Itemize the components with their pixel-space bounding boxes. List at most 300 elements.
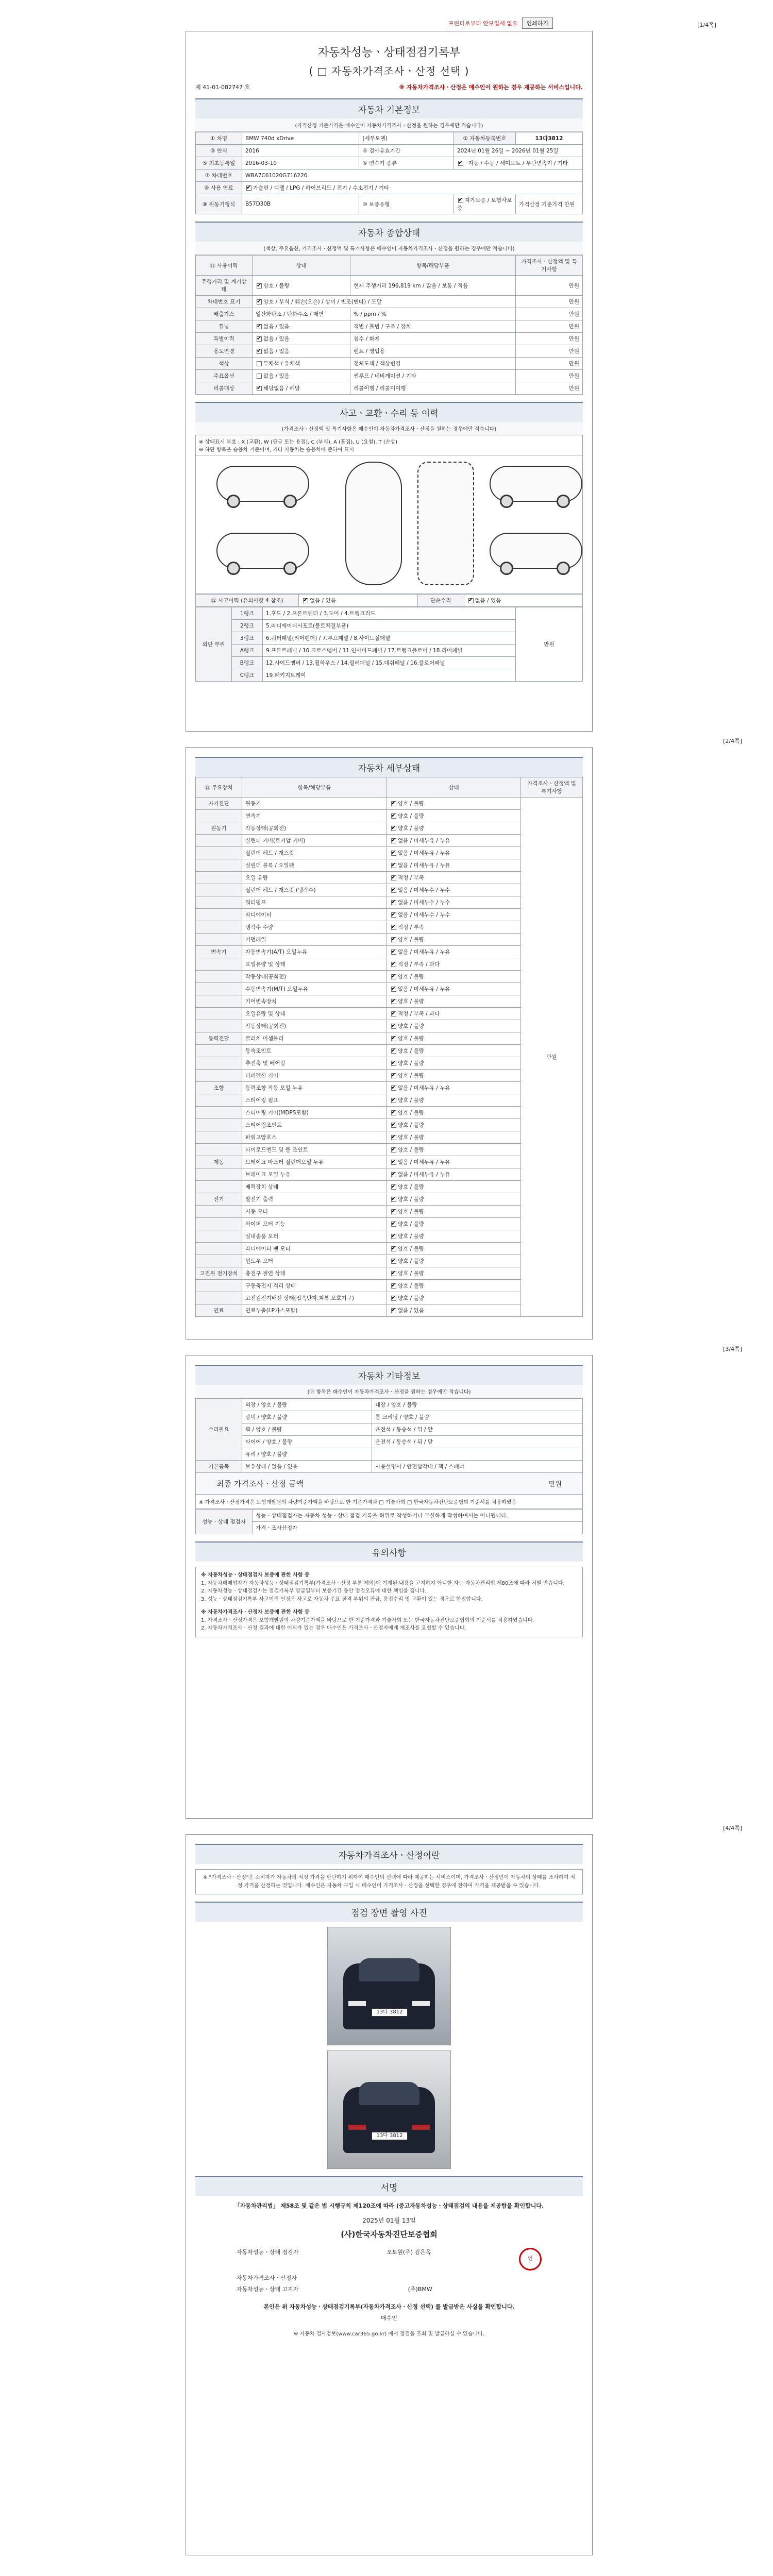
section-title: 사고ㆍ교환ㆍ수리 등 이력 xyxy=(195,402,583,422)
final-price-row xyxy=(195,1473,583,1495)
value-cell: 가격산정 기준가격 만원 xyxy=(516,194,583,214)
table-row xyxy=(196,1461,583,1473)
checkbox-checked xyxy=(391,1234,396,1239)
row-price: 만원 xyxy=(516,382,583,395)
row-price: 만원 xyxy=(516,345,583,358)
state-text: 없음 / 있음 xyxy=(263,324,290,330)
row-group xyxy=(196,884,242,896)
state-text: 없음 / 미세누유 / 누유 xyxy=(398,1172,450,1178)
row-group: 기본품목 xyxy=(196,1461,242,1473)
section-note: (가격조사ㆍ산정액 및 특기사항은 매수인이 자동차가격조사ㆍ산정을 원하는 경우에만 적습니다) xyxy=(195,422,583,435)
state-text: 양호 / 불량 xyxy=(263,282,290,289)
sign-block xyxy=(237,2248,542,2293)
checkbox-checked xyxy=(391,937,396,942)
column-header: 항목/해당부품 xyxy=(242,777,387,798)
row-detail: 전체도색 / 색상변경 xyxy=(350,358,516,370)
final-price-unit: 만원 xyxy=(548,1481,562,1488)
checkbox-checked xyxy=(391,999,396,1004)
checkbox-checked xyxy=(458,161,463,166)
checkbox-checked xyxy=(391,950,396,955)
print-button[interactable]: 인쇄하기 xyxy=(522,18,553,29)
row-state xyxy=(387,983,521,995)
transmission-options xyxy=(454,157,583,170)
state-text: 양호 / 불량 xyxy=(398,1073,424,1079)
checkbox-checked xyxy=(246,185,251,191)
row-item: 기어변속장치 xyxy=(242,995,387,1008)
table-row xyxy=(196,1436,583,1448)
document-number: 제 41-01-082747 호 xyxy=(195,84,250,91)
etc-table xyxy=(195,1398,583,1473)
intro-section xyxy=(195,1844,583,1894)
row-group xyxy=(196,1292,242,1304)
value-cell: ④ 검사유효기간 xyxy=(359,145,454,157)
table-row xyxy=(196,1448,583,1461)
wheel-icon xyxy=(557,495,570,508)
caution-paragraph: 3. 성능ㆍ상태점검기록부 사고이력 인정은 사고로 자동차 주요 골격 부위의 판금, 용접수리 및 교환이 있는 경우로 한정합니다. xyxy=(201,1596,483,1602)
table-row xyxy=(196,170,583,182)
row-group xyxy=(196,859,242,872)
row-group xyxy=(196,934,242,946)
car-diagram xyxy=(195,455,583,594)
checkbox-checked xyxy=(391,925,396,930)
section-title: 자동차 종합상태 xyxy=(195,222,583,242)
value-cell: BMW 740d xDrive xyxy=(242,132,359,145)
row-label: 용도변경 xyxy=(196,345,253,358)
table-row xyxy=(196,798,583,810)
row-detail: % / ppm / % xyxy=(350,308,516,320)
row-state xyxy=(387,909,521,921)
top-toolbar xyxy=(448,15,603,31)
row-b: 운전석 / 동승석 / 뒤 / 앞 xyxy=(372,1423,583,1436)
row-group xyxy=(196,1218,242,1230)
table-row xyxy=(196,308,583,320)
checkbox-checked xyxy=(391,1024,396,1029)
row-group xyxy=(196,1168,242,1181)
rank-price: 만원 xyxy=(516,607,583,682)
state-text: 양호 / 불량 xyxy=(398,1270,424,1277)
value-cell: (세부모델) xyxy=(359,132,454,145)
row-state xyxy=(387,1094,521,1107)
row-group xyxy=(196,1020,242,1032)
row-group xyxy=(196,1107,242,1119)
accident-table xyxy=(195,594,583,607)
checkbox-checked xyxy=(391,1011,396,1016)
row-group: 제동 xyxy=(196,1156,242,1168)
checkbox-checked xyxy=(391,1184,396,1190)
state-text: 없음 / 있음 xyxy=(475,598,501,604)
confirm-text: 본인은 위 자동차성능ㆍ상태점검기록부(자동차가격조사ㆍ산정 선택) 를 발급받은 사실을 확인합니다. xyxy=(263,2303,515,2310)
row-group xyxy=(196,896,242,909)
sign-name: (주)BMW xyxy=(408,2286,432,2293)
table-header-row xyxy=(196,256,583,276)
row-label: 단순수리 xyxy=(417,595,464,607)
row-state xyxy=(387,1267,521,1280)
fuel-label: 가솔린 / 디젤 / LPG / 하이브리드 / 전기 / 수소전기 / 기타 xyxy=(253,185,390,191)
state-text: 적정 / 부족 / 과다 xyxy=(398,1011,440,1017)
row-state xyxy=(387,1032,521,1045)
table-row xyxy=(196,320,583,333)
row-item: 오일유량 및 상태 xyxy=(242,958,387,971)
general-status-section xyxy=(195,222,583,395)
sign-row xyxy=(237,2248,542,2270)
row-a: 휠 / 양호 / 불량 xyxy=(242,1423,372,1436)
row-b: 운전석 / 동승석 / 뒤 / 앞 xyxy=(372,1436,583,1448)
row-item: 수동변속기(M/T) 오일누유 xyxy=(242,983,387,995)
checkbox-checked xyxy=(391,1123,396,1128)
table-row xyxy=(196,194,583,214)
row-item: 파워고압호스 xyxy=(242,1131,387,1144)
row-price: 만원 xyxy=(516,370,583,382)
row-label: 차대번호 표기 xyxy=(196,296,253,308)
wheel-icon xyxy=(500,495,513,508)
state-text: 양호 / 불량 xyxy=(398,801,424,807)
value-cell: 2024년 01월 26일 ~ 2026년 01월 25일 xyxy=(454,145,583,157)
table-row xyxy=(196,1522,583,1534)
wheel-icon xyxy=(283,495,297,508)
checkbox-checked xyxy=(391,1271,396,1276)
row-group xyxy=(196,971,242,983)
state-text: 양호 / 불량 xyxy=(398,1134,424,1141)
checkbox-checked xyxy=(391,974,396,979)
state-text: 적정 / 부족 xyxy=(398,875,424,881)
row-price: 만원 xyxy=(516,296,583,308)
row-item: 작동상태(공회전) xyxy=(242,822,387,835)
fuel-options xyxy=(242,182,583,194)
state-text: 없음 / 미세누수 / 누수 xyxy=(398,912,450,918)
row-detail: 렌트 / 영업용 xyxy=(350,345,516,358)
rank-parts: 6.쿼터패널(리어펜더) / 7.루프패널 / 8.사이드실패널 xyxy=(263,632,516,645)
page-number-1: [1/4쪽] xyxy=(697,22,716,28)
table-row xyxy=(196,358,583,370)
row-detail: 침수 / 화재 xyxy=(350,333,516,345)
row-state xyxy=(387,958,521,971)
state-text: 양호 / 불량 xyxy=(398,1147,424,1153)
photos-section xyxy=(195,1902,583,2169)
state-text: 양호 / 불량 xyxy=(398,1258,424,1264)
caution-heading: ※ 자동차성능ㆍ상태점검자 보증에 관한 사항 등 xyxy=(201,1572,310,1578)
license-plate: 13다 3812 xyxy=(372,2008,408,2016)
row-item: 실린더 커버(로커암 커버) xyxy=(242,835,387,847)
row-state xyxy=(387,1107,521,1119)
row-price: 만원 xyxy=(516,333,583,345)
checkbox-checked xyxy=(257,349,262,354)
value-cell: ⑥ 변속기 종류 xyxy=(359,157,454,170)
row-item: 와이퍼 모터 기능 xyxy=(242,1218,387,1230)
intro-text: ※ "가격조사ㆍ산정"은 소비자가 자동차의 적정 가격을 판단하기 위하여 매수인의 선택에 따라 제공하는 서비스이며, 가격조사ㆍ산정인이 자동차의 상태를 조사하여 적정 가격을 산정하는 것입니다. 매수인은 자동차 구입 시 매수인이 가격조사ㆍ산정을 선택한 경우에 한하여 가격을 제공받을 수 있습니다. xyxy=(195,1869,583,1894)
row-group xyxy=(196,1119,242,1131)
checkbox-checked xyxy=(391,1209,396,1214)
row-b: 내장 / 양호 / 불량 xyxy=(372,1399,583,1411)
row-state xyxy=(253,320,350,333)
wheel-icon xyxy=(283,562,297,575)
row-item: 충전구 절연 상태 xyxy=(242,1267,387,1280)
checkbox-checked xyxy=(257,336,262,342)
row-state xyxy=(387,798,521,810)
row-price: 만원 xyxy=(516,276,583,296)
row-item: 라디에이터 xyxy=(242,909,387,921)
row-label: 배출가스 xyxy=(196,308,253,320)
row-item: 원동기 xyxy=(242,798,387,810)
car-frame-view xyxy=(417,462,474,585)
row-state xyxy=(387,1181,521,1193)
page-number-3: [3/4쪽] xyxy=(723,1346,742,1352)
checkbox-checked xyxy=(391,1197,396,1202)
row-item: 발전기 출력 xyxy=(242,1193,387,1206)
row-state xyxy=(387,1131,521,1144)
state-text: 없음 / 있음 xyxy=(263,336,290,342)
row-item: 고전원전기배선 상태(접속단자,피복,보호기구) xyxy=(242,1292,387,1304)
checkbox-checked xyxy=(458,198,463,203)
sign-date: 2025년 01월 13일 xyxy=(362,2217,416,2224)
state-text: 없음 / 미세누유 / 누유 xyxy=(398,838,450,844)
checkbox-checked xyxy=(391,1308,396,1313)
basic-info-table xyxy=(195,132,583,214)
row-item: 스티어링 펌프 xyxy=(242,1094,387,1107)
row-state xyxy=(387,835,521,847)
page-2 xyxy=(186,747,593,1340)
basic-info-section xyxy=(195,98,583,214)
sign-role: 자동차성능ㆍ상태 고지자 xyxy=(237,2286,299,2293)
document-number-line xyxy=(195,83,583,91)
row-group xyxy=(196,1280,242,1292)
state-text: 양호 / 불량 xyxy=(398,1048,424,1054)
detail-section xyxy=(195,757,583,1317)
row-state xyxy=(387,822,521,835)
row-state xyxy=(387,1082,521,1094)
row-item: 동력조향 작동 오일 누유 xyxy=(242,1082,387,1094)
car-top-view xyxy=(345,462,402,585)
row-item: 오일유량 및 상태 xyxy=(242,1008,387,1020)
rank-table xyxy=(195,607,583,682)
row-label: ⑫ 사고이력 (유의사항 4 참조) xyxy=(196,595,299,607)
row-group xyxy=(196,1008,242,1020)
table-row xyxy=(196,382,583,395)
state-text: 양호 / 불량 xyxy=(398,1246,424,1252)
row-state xyxy=(253,370,350,382)
row-item: 커먼레일 xyxy=(242,934,387,946)
label-cell: ⑤ 최초등록일 xyxy=(196,157,242,170)
table-row xyxy=(196,1399,583,1411)
checkbox-checked xyxy=(391,962,396,967)
state-text: 양호 / 불량 xyxy=(398,1036,424,1042)
row-group: 외판 부위 xyxy=(196,607,232,682)
row-item: 스티어링 기어(MDPS포함) xyxy=(242,1107,387,1119)
printer-warning: 프린터로부터 안보입세 없요 xyxy=(448,20,518,27)
row-group: 원동기 xyxy=(196,822,242,835)
state-text: 양호 / 불량 xyxy=(398,1295,424,1301)
row-item: 스티어링조인트 xyxy=(242,1119,387,1131)
row-label: 특별이력 xyxy=(196,333,253,345)
table-row xyxy=(196,607,583,620)
row-item: 실린더 헤드 / 개스킷 (냉각수) xyxy=(242,884,387,896)
column-header: 가격조사ㆍ산정액 및 특기사항 xyxy=(516,256,583,276)
checkbox xyxy=(257,374,262,379)
row-group: 조향 xyxy=(196,1082,242,1094)
section-title: 점검 장면 촬영 사진 xyxy=(195,1902,583,1922)
row-item: 라디에이터 팬 모터 xyxy=(242,1243,387,1255)
row-label: 리콜대상 xyxy=(196,382,253,395)
row-group: 전기 xyxy=(196,1193,242,1206)
row-state xyxy=(387,884,521,896)
warranty-label: 자가보증 / 보험사보증 xyxy=(457,197,512,211)
table-row xyxy=(196,345,583,358)
transmission-label: 자동 / 수동 / 세미오토 / 무단변속기 / 기타 xyxy=(468,160,568,166)
label-cell: ⑧ 사용 연료 xyxy=(196,182,242,194)
section-title: 유의사항 xyxy=(195,1541,583,1562)
row-group xyxy=(196,921,242,934)
page-number-4: [4/4쪽] xyxy=(723,1825,742,1832)
row-label: 튜닝 xyxy=(196,320,253,333)
row-item: 실린더 블록 / 오일팬 xyxy=(242,859,387,872)
row-item: 시동 모터 xyxy=(242,1206,387,1218)
row-state xyxy=(387,810,521,822)
row-label: 색상 xyxy=(196,358,253,370)
checkbox-checked xyxy=(391,1098,396,1103)
table-row xyxy=(196,157,583,170)
row-group: 고전원 전기장치 xyxy=(196,1267,242,1280)
row-group xyxy=(196,1181,242,1193)
document-subtitle: ( □ 자동차가격조사ㆍ산정 선택 ) xyxy=(309,65,469,77)
state-text: 양호 / 불량 xyxy=(398,1209,424,1215)
section-title: 자동차 기타정보 xyxy=(195,1365,583,1385)
row-group xyxy=(196,1131,242,1144)
row-state xyxy=(387,859,521,872)
row-detail: 썬루프 / 네비게이션 / 기타 xyxy=(350,370,516,382)
row-state xyxy=(387,1304,521,1317)
row-state xyxy=(387,1292,521,1304)
rank-label: 3랭크 xyxy=(232,632,263,645)
row-group xyxy=(196,958,242,971)
column-header: 항목/해당부품 xyxy=(350,256,516,276)
state-text: 양호 / 불량 xyxy=(398,1184,424,1190)
row-group xyxy=(196,1057,242,1070)
value-cell: 2016-03-10 xyxy=(242,157,359,170)
row-state xyxy=(387,1144,521,1156)
row-group xyxy=(196,1206,242,1218)
table-row xyxy=(196,1423,583,1436)
state-text: 없음 / 미세누유 / 누유 xyxy=(398,949,450,955)
state-text: 양호 / 불량 xyxy=(398,1233,424,1240)
row-item: 연료누출(LP가스포함) xyxy=(242,1304,387,1317)
page-3 xyxy=(186,1355,593,1819)
row-state xyxy=(387,1070,521,1082)
row-item: 워터펌프 xyxy=(242,896,387,909)
state-text: 없음 / 미세누유 / 누유 xyxy=(398,850,450,856)
row-item: 작동상태(공회전) xyxy=(242,971,387,983)
state-text: 없음 / 미세누수 / 누수 xyxy=(398,887,450,893)
rank-label: 1랭크 xyxy=(232,607,263,620)
row-group: 수리필요 xyxy=(196,1399,242,1461)
legend-text-2: ※ 하단 항목은 승용차 기준이며, 기타 자동차는 승용차에 준하여 표시 xyxy=(199,447,354,453)
stamp-seal: 인 xyxy=(519,2248,542,2270)
row-item: 배력장치 상태 xyxy=(242,1181,387,1193)
state-text: 없음 / 있음 xyxy=(263,373,290,379)
value-cell: 13다3812 xyxy=(516,132,583,145)
row-item: 디퍼렌셜 기어 xyxy=(242,1070,387,1082)
row-item: 구동축전지 격리 상태 xyxy=(242,1280,387,1292)
checkbox-checked xyxy=(391,838,396,843)
checkbox-checked xyxy=(391,1147,396,1153)
table-header-row xyxy=(196,777,583,798)
row-state xyxy=(387,872,521,884)
row-group xyxy=(196,810,242,822)
detail-table xyxy=(195,777,583,1317)
rank-parts: 1.후드 / 2.프론트펜더 / 3.도어 / 4.트렁크리드 xyxy=(263,607,516,620)
row-label: 주행거리 및 계기상태 xyxy=(196,276,253,296)
rank-label: C랭크 xyxy=(232,669,263,682)
rank-parts: 9.프론트패널 / 10.크로스멤버 / 11.인사이드패널 / 17.트렁크플로어 / 18.리어패널 xyxy=(263,645,516,657)
checkbox-checked xyxy=(391,826,396,831)
state-text: 없음 / 미세누유 / 누유 xyxy=(398,862,450,869)
row-group xyxy=(196,1045,242,1057)
state-text: 양호 / 불량 xyxy=(398,1283,424,1289)
row-group xyxy=(196,1144,242,1156)
section-note: (가격산정 기준가격은 매수인이 자동차가격조사ㆍ산정을 원하는 경우에만 적습니다) xyxy=(195,118,583,132)
row-b: 사용설명서 / 안전삼각대 / 잭 / 스패너 xyxy=(372,1461,583,1473)
row-state: 일산화탄소 / 탄화수소 / 매연 xyxy=(253,308,350,320)
section-title: 자동차 기본정보 xyxy=(195,98,583,118)
sign-row xyxy=(237,2285,542,2293)
checkbox-checked xyxy=(391,1246,396,1251)
price-note: ※ 가격조사ㆍ산정가격은 보험개발원의 차량기준가액을 바탕으로 한 기준가격과 □ 기술사회 □ 한국자동차진단보증협회 기준서를 적용하였음 xyxy=(195,1495,583,1509)
wheel-icon xyxy=(227,562,240,575)
row-b xyxy=(372,1448,583,1461)
rank-parts: 12.사이드멤버 / 13.휠하우스 / 14.필러패널 / 15.대쉬패널 / 16.플로어패널 xyxy=(263,657,516,669)
legend-text: ※ 상태표시 부호 : X (교환), W (판금 또는 용접), C (부식), A (흠집), U (요철), T (손상) xyxy=(199,439,398,445)
column-header: 상태 xyxy=(253,256,350,276)
row-state xyxy=(387,1206,521,1218)
row-state xyxy=(253,333,350,345)
checkbox-checked xyxy=(391,1110,396,1115)
checkbox-checked xyxy=(257,283,262,289)
column-header: ⑬ 주요장치 xyxy=(196,777,242,798)
caution-heading: ※ 자동차가격조사ㆍ산정자 보증에 관한 사항 등 xyxy=(201,1609,310,1615)
table-row xyxy=(196,182,583,194)
row-group xyxy=(196,995,242,1008)
row-price: 만원 xyxy=(516,320,583,333)
row-group: 자기진단 xyxy=(196,798,242,810)
value-cell: 2016 xyxy=(242,145,359,157)
row-item: 브레이크 마스터 실린더오일 누유 xyxy=(242,1156,387,1168)
checkbox-checked xyxy=(391,987,396,992)
checkbox-checked xyxy=(391,1135,396,1140)
section-note: (색상, 주요옵션, 가격조사ㆍ산정액 및 특기사항은 매수인이 자동차가격조사ㆍ산정을 원하는 경우에만 적습니다) xyxy=(195,242,583,255)
law-text: 「자동차관리법」 제58조 및 같은 법 시행규칙 제120조에 따라 (중고자동차성능ㆍ상태점검의 내용을 제공함을 확인합니다. xyxy=(234,2202,544,2209)
checkbox-checked xyxy=(257,386,262,391)
row-state xyxy=(387,921,521,934)
checkbox-checked xyxy=(391,1296,396,1301)
checkbox-checked xyxy=(391,1086,396,1091)
table-row xyxy=(196,333,583,345)
caution-paragraph: 2. 자동차가격조사ㆍ산정 결과에 대한 이의가 있는 경우 매수인은 가격조사ㆍ산정자에게 재조사를 요청할 수 있습니다. xyxy=(201,1625,466,1631)
rank-label: A랭크 xyxy=(232,645,263,657)
row-state xyxy=(387,1045,521,1057)
row-state xyxy=(387,946,521,958)
value-cell: ⑩ 보증유형 xyxy=(359,194,454,214)
checkbox-checked xyxy=(391,1048,396,1054)
row-state xyxy=(387,1255,521,1267)
table-row xyxy=(196,296,583,308)
row-group xyxy=(196,872,242,884)
row-state xyxy=(387,1280,521,1292)
table-row xyxy=(196,595,583,607)
state-text: 없음 / 미세누유 / 누유 xyxy=(398,1085,450,1091)
value-cell: WBA7C61020G716226 xyxy=(242,170,583,182)
row-item: 오일 유량 xyxy=(242,872,387,884)
row-state xyxy=(299,595,418,607)
row-item: 클러치 어셈블리 xyxy=(242,1032,387,1045)
checkbox-checked xyxy=(391,1222,396,1227)
